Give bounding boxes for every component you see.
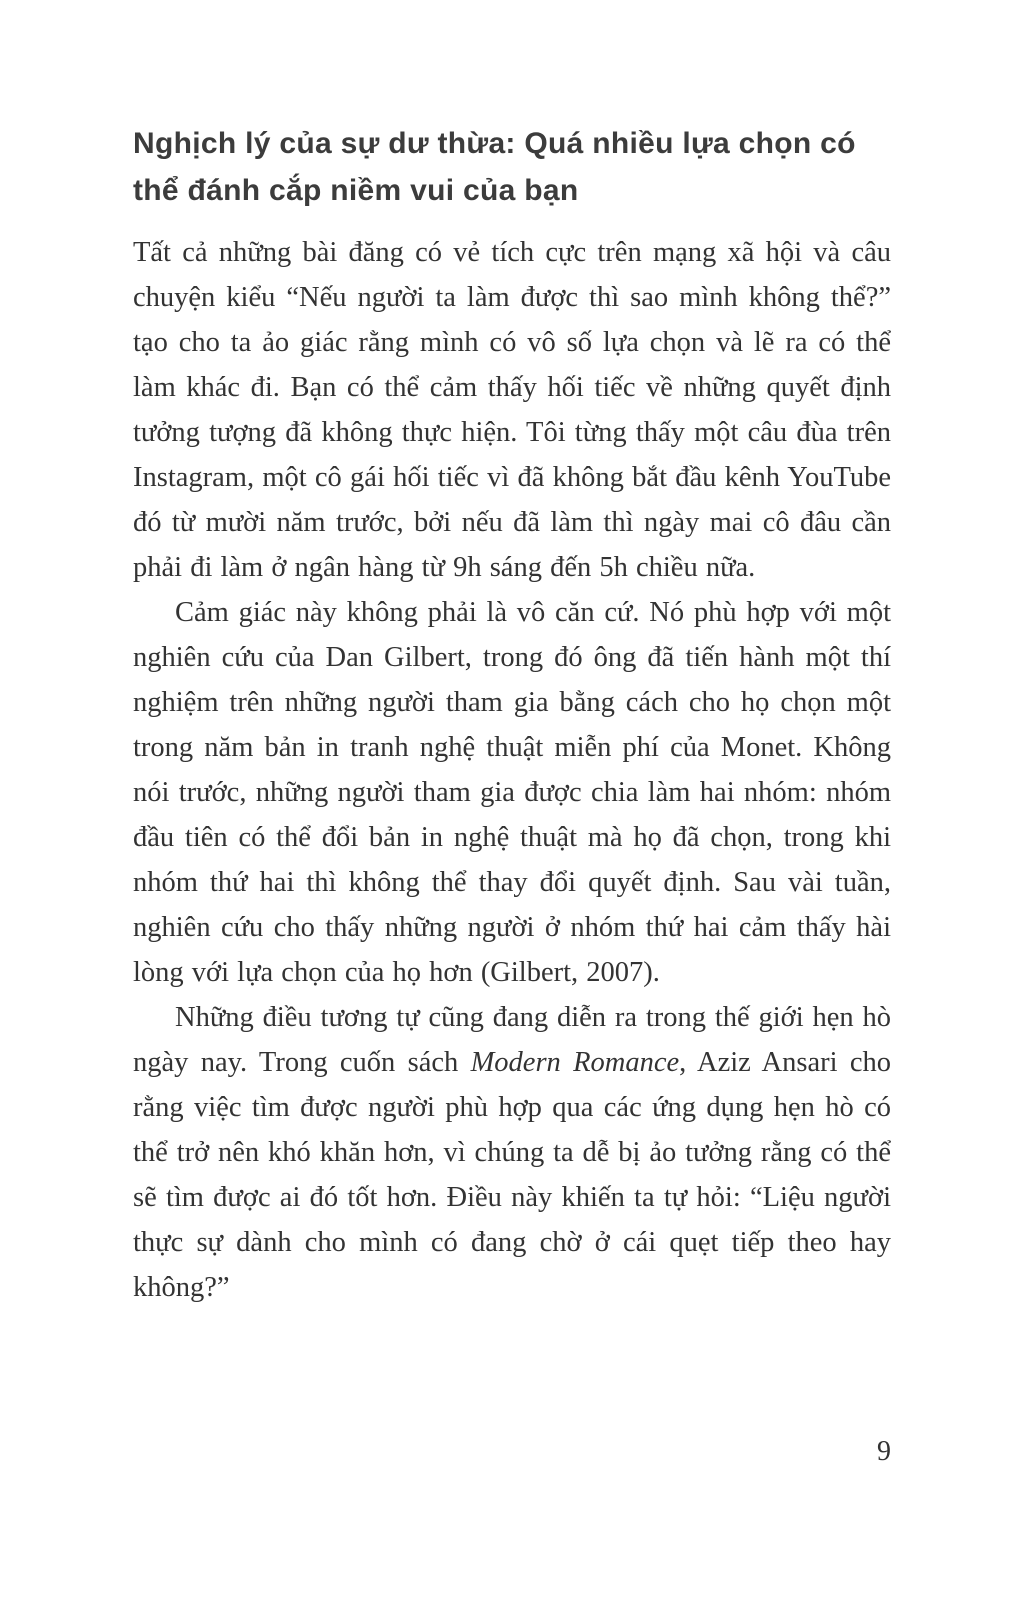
paragraph: Tất cả những bài đăng có vẻ tích cực trên mạng xã hội và câu chuyện kiểu “Nếu người ta làm được thì sao mình không thể?” tạo cho ta ảo giác rằng mình có vô số lựa chọn và lẽ ra có thể làm khác đi. Bạn có thể cảm thấy hối tiếc về những quyết định tưởng tượng đã không thực hiện. Tôi từng thấy một câu đùa trên Instagram, một cô gái hối tiếc vì đã không bắt đầu kênh YouTube đó từ mười năm trước, bởi nếu đã làm thì ngày mai cô đâu cần phải đi làm ở ngân hàng từ 9h sáng đến 5h chiều nữa. xyxy=(133,237,891,583)
paragraph-text: Những điều tương tự cũng đang diễn ra trong thế giới hẹn hò ngày nay. Trong cuốn sách xyxy=(133,1002,891,1078)
paragraph-text: , Aziz Ansari cho rằng việc tìm được người phù hợp qua các ứng dụng hẹn hò có thể trở nên khó khăn hơn, vì chúng ta dễ bị ảo tưởng rằng có thể sẽ tìm được ai đó tốt hơn. Điều này khiến ta tự hỏi: “Liệu người thực sự dành cho mình có đang chờ ở cái quẹt tiếp theo hay không?” xyxy=(133,1047,891,1303)
book-title-italic: Modern Romance xyxy=(470,1047,680,1078)
text-column xyxy=(133,120,891,1310)
paragraph xyxy=(133,995,891,1310)
page-number: 9 xyxy=(877,1436,891,1467)
section-heading: Nghịch lý của sự dư thừa: Quá nhiều lựa chọn có thể đánh cắp niềm vui của bạn xyxy=(133,127,856,207)
paragraph: Cảm giác này không phải là vô căn cứ. Nó phù hợp với một nghiên cứu của Dan Gilbert, trong đó ông đã tiến hành một thí nghiệm trên những người tham gia bằng cách cho họ chọn một trong năm bản in tranh nghệ thuật miễn phí của Monet. Không nói trước, những người tham gia được chia làm hai nhóm: nhóm đầu tiên có thể đổi bản in nghệ thuật mà họ đã chọn, trong khi nhóm thứ hai thì không thể thay đổi quyết định. Sau vài tuần, nghiên cứu cho thấy những người ở nhóm thứ hai cảm thấy hài lòng với lựa chọn của họ hơn (Gilbert, 2007). xyxy=(133,597,891,988)
